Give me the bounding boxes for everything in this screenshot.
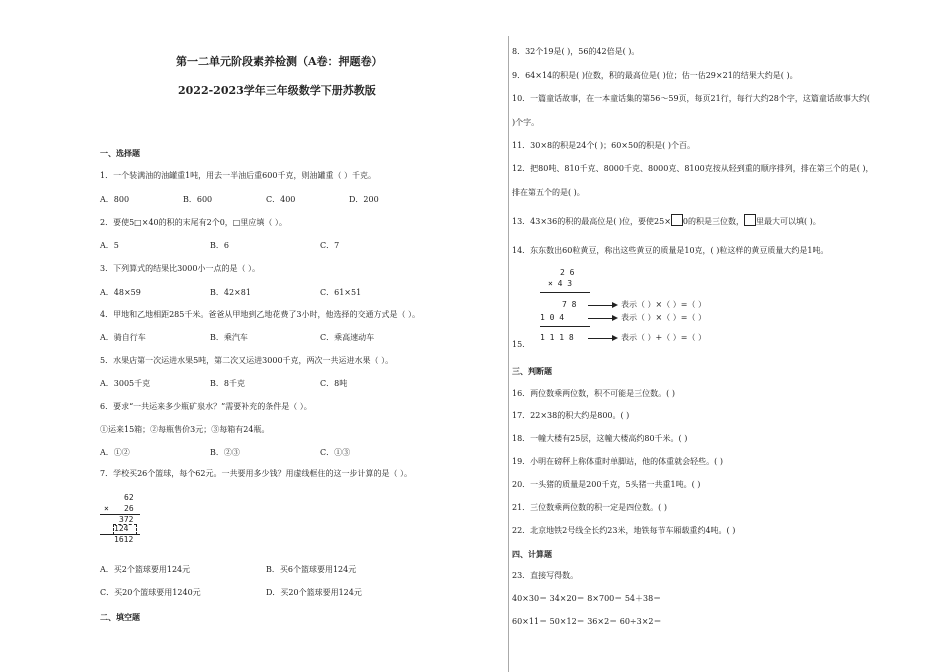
question-11: 11．30×8的积是24个( )；60×50的积是( )个百。: [512, 141, 695, 150]
question-14: 14．东东数出60粒黄豆，称出这些黄豆的质量是10克，( )粒这样的黄豆质量大约是1吨。: [512, 246, 829, 255]
question-8: 8．32个19是( )，56的42倍是( )。: [512, 47, 640, 56]
q5-option-c: C．8吨: [320, 379, 348, 388]
q2-option-c: C．7: [320, 241, 340, 250]
q7-option-c: C．买20个篮球要用1240元: [100, 588, 201, 597]
q7-option-a: A．买2个篮球要用124元: [100, 565, 191, 574]
question-12: 12．把80吨、810千克、8000千克、8000克、8100克按从轻到重的顺序排列，排在第三个的是( )，: [512, 164, 874, 173]
question-2: 2．要使5□×40的积的末尾有2个0，□里应填（ ）。: [100, 218, 287, 227]
q15-product: 1 1 1 8: [540, 333, 574, 342]
q1-option-c: C．400: [266, 195, 296, 204]
question-17: 17．22×38的积大约是800。( ): [512, 411, 630, 420]
q7-option-b: B．买6个篮球要用124元: [266, 565, 357, 574]
exam-subtitle: 2022-2023学年三年级数学下册苏教版: [178, 84, 376, 97]
q7-product: 1612: [114, 535, 134, 544]
q1-option-d: D．200: [349, 195, 379, 204]
q1-option-a: A．800: [100, 195, 130, 204]
question-12-cont: 排在第五个的是( )。: [512, 188, 585, 197]
section-choice-heading: 一、选择题: [100, 148, 140, 158]
q1-option-b: B．600: [183, 195, 213, 204]
q23-row-1: 40×30＝ 34×20＝ 8×700＝ 54＋38＝: [512, 594, 662, 603]
q6-option-c: C．①③: [320, 448, 351, 457]
q15-partial-2: 1 0 4: [540, 313, 565, 322]
q15-arrow-2: [588, 318, 616, 319]
section-judge-heading: 三、判断题: [512, 366, 552, 376]
q15-label-1: 表示（ ）×（ ）=（ ）: [621, 300, 707, 309]
q13-part-3: 里最大可以填( )。: [756, 217, 821, 226]
q15-arrow-1: [588, 305, 616, 306]
q15-label-2: 表示（ ）×（ ）=（ ）: [621, 313, 707, 322]
question-22: 22．北京地铁2号线全长约23米，地铁每节车厢载重约4吨。( ): [512, 526, 736, 535]
section-calc-heading: 四、计算题: [512, 549, 552, 559]
q5-option-a: A．3005千克: [100, 379, 151, 388]
q15-multiplicand: 2 6: [560, 268, 575, 277]
column-divider: [508, 36, 509, 672]
question-23: 23．直接写得数。: [512, 571, 579, 580]
q6-option-b: B．②③: [210, 448, 240, 457]
q3-option-a: A．48×59: [100, 288, 141, 297]
q6-option-a: A．①②: [100, 448, 130, 457]
q15-rule-1: [540, 292, 590, 293]
q13-blank-square-1: [671, 214, 683, 226]
question-19: 19．小明在磅秤上称体重时单脚站，他的体重就会轻些。( ): [512, 457, 723, 466]
question-4: 4．甲地和乙地相距285千米。爸爸从甲地到乙地花费了3小时，他选择的交通方式是（ ）。: [100, 310, 420, 319]
q7-option-d: D．买20个篮球要用124元: [266, 588, 362, 597]
question-6: 6．要求“一共运来多少瓶矿泉水？”需要补充的条件是（ ）。: [100, 402, 312, 411]
q7-times-sign: ×: [104, 504, 109, 513]
section-fill-heading: 二、填空题: [100, 612, 140, 622]
q15-label-3: 表示（ ）+（ ）=（ ）: [621, 333, 707, 342]
q4-option-c: C．乘高速动车: [320, 333, 375, 342]
q4-option-b: B．乘汽车: [210, 333, 248, 342]
q15-arrow-3: [588, 338, 616, 339]
q7-multiplier: 26: [124, 504, 134, 513]
question-15-number: 15.: [512, 340, 525, 349]
question-1: 1．一个装满油的油罐重1吨，用去一半油后重600千克，则油罐重（ ）千克。: [100, 171, 376, 180]
q13-part-1: 13．43×36的积的最高位是( )位，要使25×: [512, 217, 671, 226]
q23-row-2: 60×11＝ 50×12＝ 36×2＝ 60÷3×2＝: [512, 617, 662, 626]
q13-part-2: 0的积是三位数，: [682, 217, 745, 226]
question-5: 5．水果店第一次运进水果5吨，第二次又运进3000千克，两次一共运进水果（ ）。: [100, 356, 394, 365]
q7-partial-1: 372: [119, 515, 134, 524]
q7-multiplicand: 62: [124, 493, 134, 502]
question-3: 3．下列算式的结果比3000小一点的是（ ）。: [100, 264, 260, 273]
q15-rule-2: [540, 326, 590, 327]
q15-multiplier: × 4 3: [548, 279, 573, 288]
q2-option-a: A．5: [100, 241, 119, 250]
q7-partial-2: 124: [114, 524, 129, 533]
q13-blank-square-2: [744, 214, 756, 226]
q2-option-b: B．6: [210, 241, 229, 250]
question-18: 18．一幢大楼有25层，这幢大楼高约80千米。( ): [512, 434, 688, 443]
exam-title: 第一二单元阶段素养检测（A卷：押题卷）: [176, 55, 383, 68]
question-10-cont: )个字。: [512, 118, 540, 127]
question-9: 9．64×14的积是( )位数，积的最高位是( )位；估一估29×21的结果大约是( )。: [512, 71, 798, 80]
q5-option-b: B．8千克: [210, 379, 245, 388]
question-13: [512, 214, 821, 227]
question-10: 10．一篇童话故事，在一本童话集的第56～59页，每页21行，每行大约28个字，这篇童话故事大约(: [512, 94, 871, 103]
q15-partial-1: 7 8: [562, 300, 577, 309]
question-21: 21．三位数乘两位数的积一定是四位数。( ): [512, 503, 667, 512]
question-16: 16．两位数乘两位数，积不可能是三位数。( ): [512, 389, 675, 398]
q6-conditions: ①运来15箱；②每瓶售价3元；③每箱有24瓶。: [100, 425, 270, 434]
q3-option-b: B．42×81: [210, 288, 251, 297]
question-7: 7．学校买26个篮球，每个62元。一共要用多少钱？用虚线框住的这一步计算的是（ ）。: [100, 469, 412, 478]
question-20: 20．一头猪的质量是200千克，5头猪一共重1吨。( ): [512, 480, 701, 489]
q3-option-c: C．61×51: [320, 288, 362, 297]
q4-option-a: A．骑自行车: [100, 333, 146, 342]
